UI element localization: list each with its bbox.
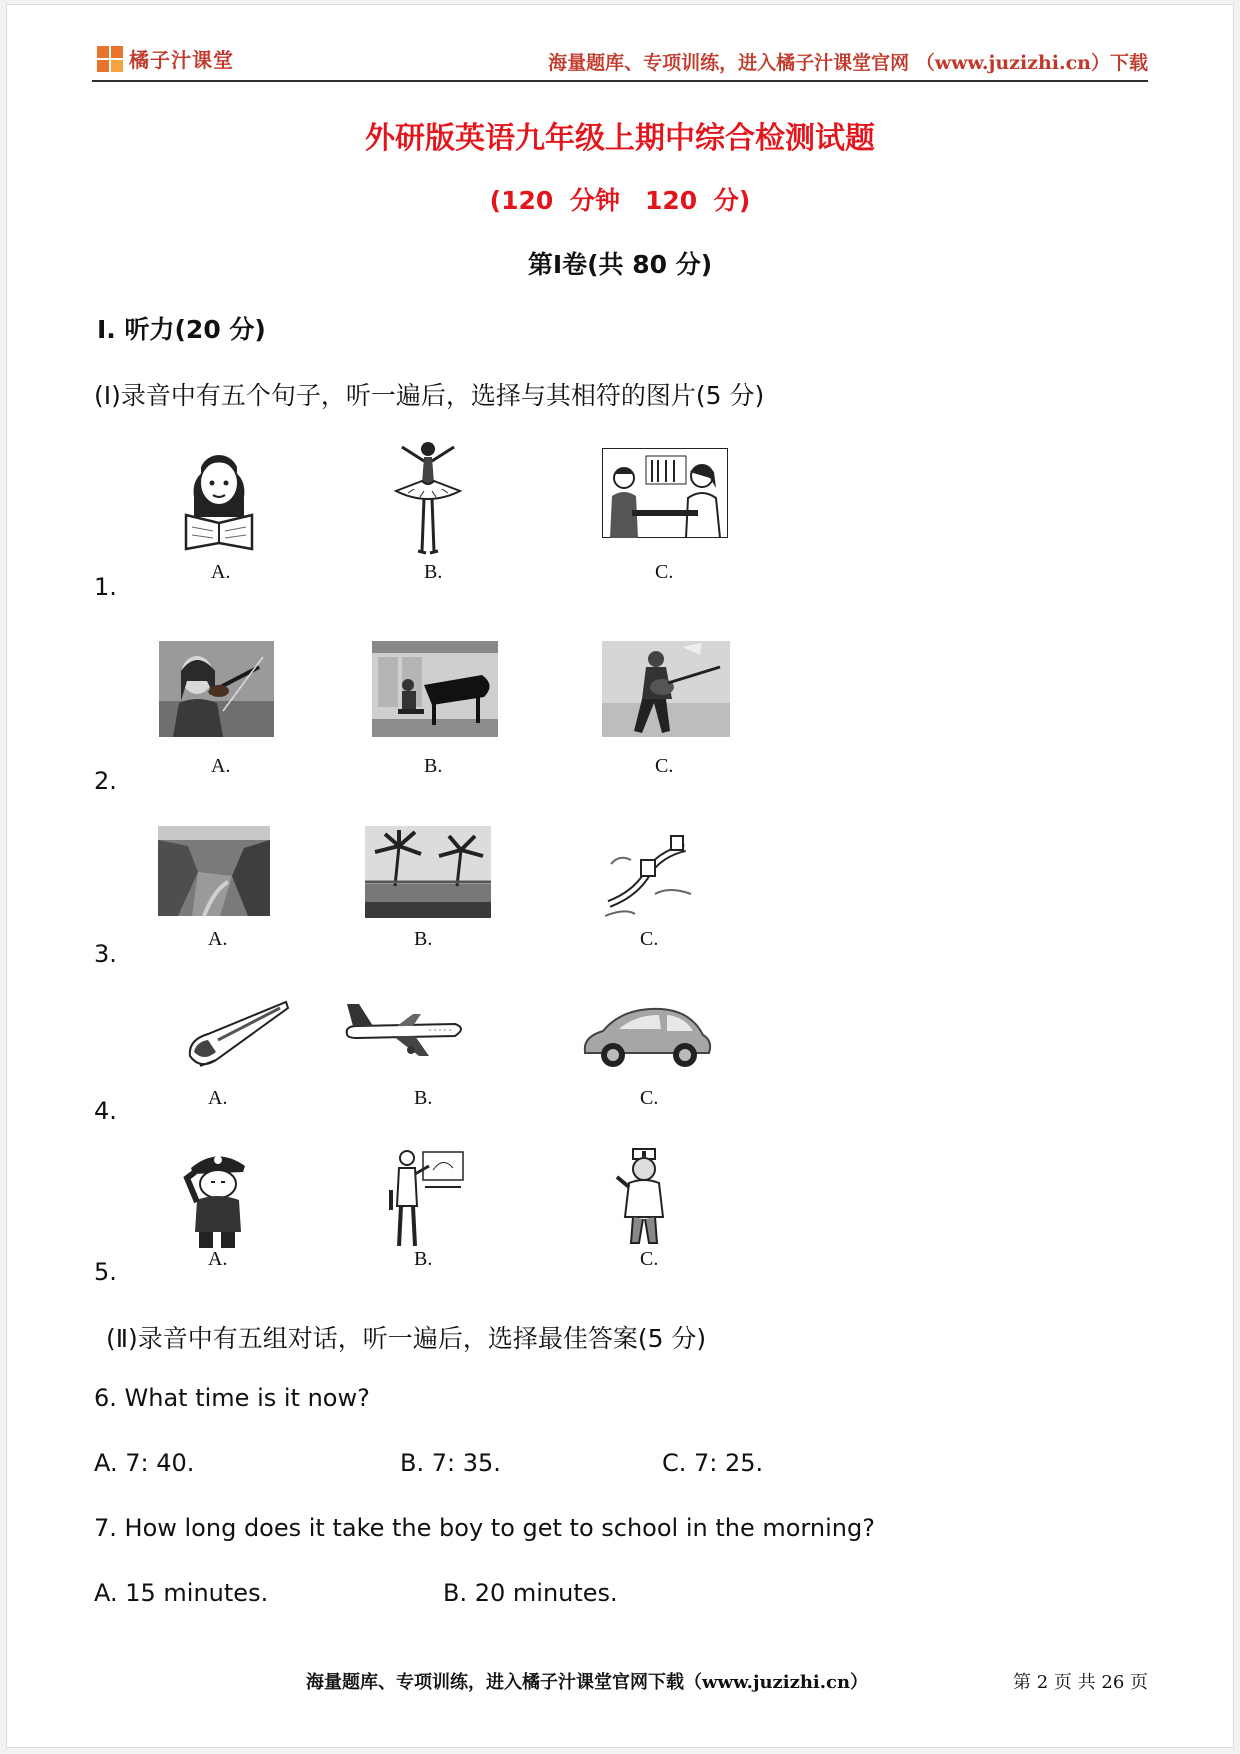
option-label: B. [414, 928, 433, 950]
option-label: B. [414, 1087, 433, 1109]
option-label: A. [208, 1248, 228, 1270]
question-number: 1. [94, 573, 117, 601]
option-label: A. [211, 561, 231, 583]
question-number: 5. [94, 1258, 117, 1286]
logo [97, 44, 234, 73]
option-label: C. [655, 755, 674, 777]
bullet-train-icon [186, 1000, 290, 1076]
ballet-dancer-icon [388, 437, 468, 559]
option-label: B. [424, 561, 443, 583]
policeman-icon [183, 1148, 251, 1250]
option-label: A. [208, 1087, 228, 1109]
doctor-icon [615, 1147, 673, 1247]
girl-violin-photo [159, 641, 274, 737]
great-wall-icon [605, 824, 693, 920]
option-label: C. [640, 1248, 659, 1270]
question-number: 2. [94, 767, 117, 795]
logo-mark-icon [97, 46, 123, 72]
teacher-icon [389, 1146, 467, 1252]
option-label: A. [208, 928, 228, 950]
two-students-talking-icon [602, 448, 728, 538]
exam-title: 外研版英语九年级上期中综合检测试题 [365, 121, 875, 156]
option-label: C. [640, 928, 659, 950]
header-slogan: 海量题库、专项训练，进入橘子汁课堂官网 （www.juzizhi.cn）下载 [548, 52, 1148, 74]
piano-player-photo [372, 641, 498, 737]
footer-slogan: 海量题库、专项训练，进入橘子汁课堂官网下载（www.juzizhi.cn） [306, 1672, 869, 1693]
answer-option-a: A. 15 minutes. [94, 1579, 269, 1607]
palm-beach-photo [365, 826, 491, 918]
canyon-photo [158, 826, 270, 916]
guitarist-photo [602, 641, 730, 737]
part1-instruction: (Ⅰ)录音中有五个句子，听一遍后，选择与其相符的图片(5 分) [94, 381, 765, 410]
volume-heading: 第Ⅰ卷(共 80 分) [527, 250, 713, 279]
section-heading: Ⅰ. 听力(20 分) [97, 315, 266, 344]
answer-option-c: C. 7: 25. [662, 1449, 764, 1477]
question-7-text: 7. How long does it take the boy to get to school in the morning? [94, 1514, 875, 1542]
option-label: A. [211, 755, 231, 777]
option-label: B. [414, 1248, 433, 1270]
answer-option-b: B. 20 minutes. [443, 1579, 618, 1607]
option-label: C. [640, 1087, 659, 1109]
header-divider [92, 80, 1148, 82]
airplane-icon [343, 1000, 469, 1060]
option-label: C. [655, 561, 674, 583]
girl-reading-icon [180, 443, 258, 551]
answer-option-b: B. 7: 35. [400, 1449, 501, 1477]
car-icon [579, 1003, 715, 1071]
page-number: 第 2 页 共 26 页 [1013, 1672, 1148, 1693]
question-number: 3. [94, 940, 117, 968]
logo-text: 橘子汁课堂 [129, 48, 234, 72]
exam-subtitle: (120 分钟 120 分) [489, 186, 751, 215]
question-6-text: 6. What time is it now? [94, 1384, 370, 1412]
question-number: 4. [94, 1097, 117, 1125]
part2-instruction: (Ⅱ)录音中有五组对话，听一遍后，选择最佳答案(5 分) [106, 1324, 707, 1353]
answer-option-a: A. 7: 40. [94, 1449, 195, 1477]
option-label: B. [424, 755, 443, 777]
